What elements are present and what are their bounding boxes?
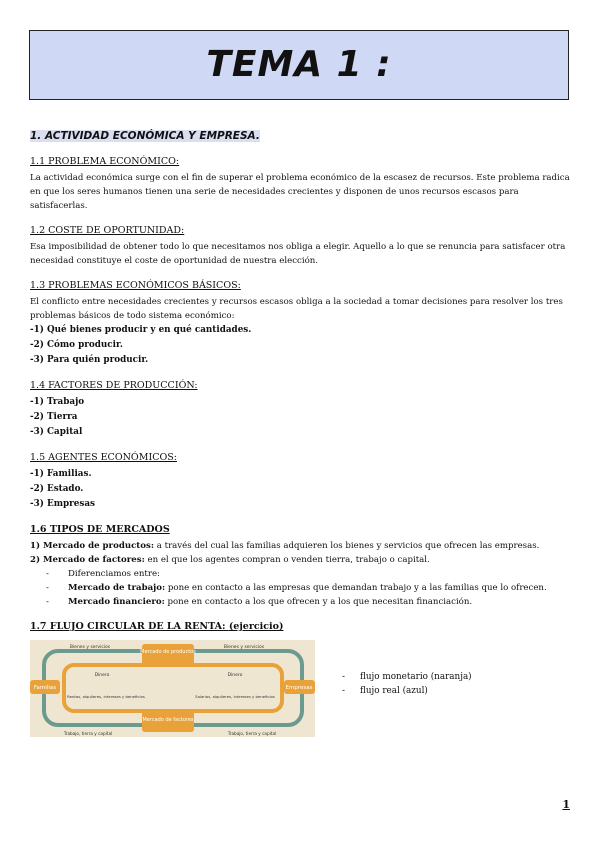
section-heading: 1.1 PROBLEMA ECONÓMICO: [30,156,180,167]
income-left-label: Rentas, alquileres, intereses y beneficios [67,694,145,699]
money-right-label: Dinero [227,673,243,678]
title-banner [29,30,569,100]
section-heading: 1.4 FACTORES DE PRODUCCIÓN: [30,380,198,391]
top-right-label: Bienes y servicios [223,645,265,650]
list-item: -1) Familias. [30,469,92,479]
companies-label: Empresas [285,685,313,691]
list-item: -2) Tierra [30,412,78,422]
families-label: Familias [33,685,57,691]
product-market-box [142,644,194,666]
circular-flow-diagram [30,640,315,737]
section-heading: 1.5 AGENTES ECONÓMICOS: [30,452,177,463]
list-item: -2) Estado. [30,484,84,494]
section-tipos-mercados [30,524,575,609]
list-item: -3) Empresas [30,499,95,509]
market-products: 1) Mercado de productos: a través del cual las familias adquieren los bienes y servicios que ofrecen las empresas. [30,541,540,551]
circular-flow-figure [30,640,575,738]
market-factors: 2) Mercado de factores: en el que los agentes compran o venden tierra, trabajo o capital. [30,555,430,565]
chapter-heading: 1. ACTIVIDAD ECONÓMICA Y EMPRESA. [30,130,260,142]
section-agentes-economicos [30,452,575,512]
sub-item-financiero: - Mercado financiero: pone en contacto a los que ofrecen y a los que necesitan financiación. [46,597,473,607]
page-number: 1 [562,798,570,811]
section-text: La actividad económica surge con el fin de superar el problema económico de la escasez de recursos. Este problema radica en que los seres humanos tienen una serie de necesidades crecientes y disponen de unos recursos escasos para satisfacerlas. [30,173,570,211]
factors-right-label: Trabajo, tierra y capital [227,731,277,736]
list-item: -3) Para quién producir. [30,355,149,365]
income-right-label: Salarios, alquileres, intereses y beneficios [195,694,275,699]
top-left-label: Bienes y servicios [69,645,111,650]
list-item: -1) Trabajo [30,397,85,407]
section-coste-oportunidad [30,225,575,268]
product-market-label: Mercado de productos [140,649,196,655]
list-item: -3) Capital [30,427,83,437]
document-body [30,130,575,738]
section-heading: 1.7 FLUJO CIRCULAR DE LA RENTA: (ejercicio) [30,621,284,632]
sub-item-intro: - Diferenciamos entre: [46,569,160,579]
legend-item: - flujo real (azul) [342,686,428,696]
section-flujo-circular [30,621,575,738]
factors-left-label: Trabajo, tierra y capital [63,731,113,736]
section-factores-produccion [30,380,575,440]
sub-item-trabajo: - Mercado de trabajo: pone en contacto a las empresas que demandan trabajo y a las familias que lo ofrecen. [46,583,547,593]
section-heading: 1.6 TIPOS DE MERCADOS [30,524,170,535]
section-heading: 1.3 PROBLEMAS ECONÓMICOS BÁSICOS: [30,280,241,291]
legend-item: - flujo monetario (naranja) [342,672,472,682]
section-text: El conflicto entre necesidades crecientes y recursos escasos obliga a la sociedad a tomar decisiones para resolver los tres problemas básicos de todo sistema económico: [30,297,563,321]
factor-market-label: Mercado de factores [142,717,194,723]
section-text: Esa imposibilidad de obtener todo lo que necesitamos nos obliga a elegir. Aquello a lo que se renuncia para satisfacer otra necesidad constituye el coste de oportunidad de nuestra elección. [30,242,566,266]
section-problema-economico [30,156,575,213]
list-item: -1) Qué bienes producir y en qué cantidades. [30,325,252,335]
flow-legend [342,670,472,698]
list-item: -2) Cómo producir. [30,340,123,350]
money-left-label: Dinero [94,673,110,678]
section-heading: 1.2 COSTE DE OPORTUNIDAD: [30,225,185,236]
page-title: TEMA 1 : [206,44,392,85]
section-problemas-basicos [30,280,575,368]
